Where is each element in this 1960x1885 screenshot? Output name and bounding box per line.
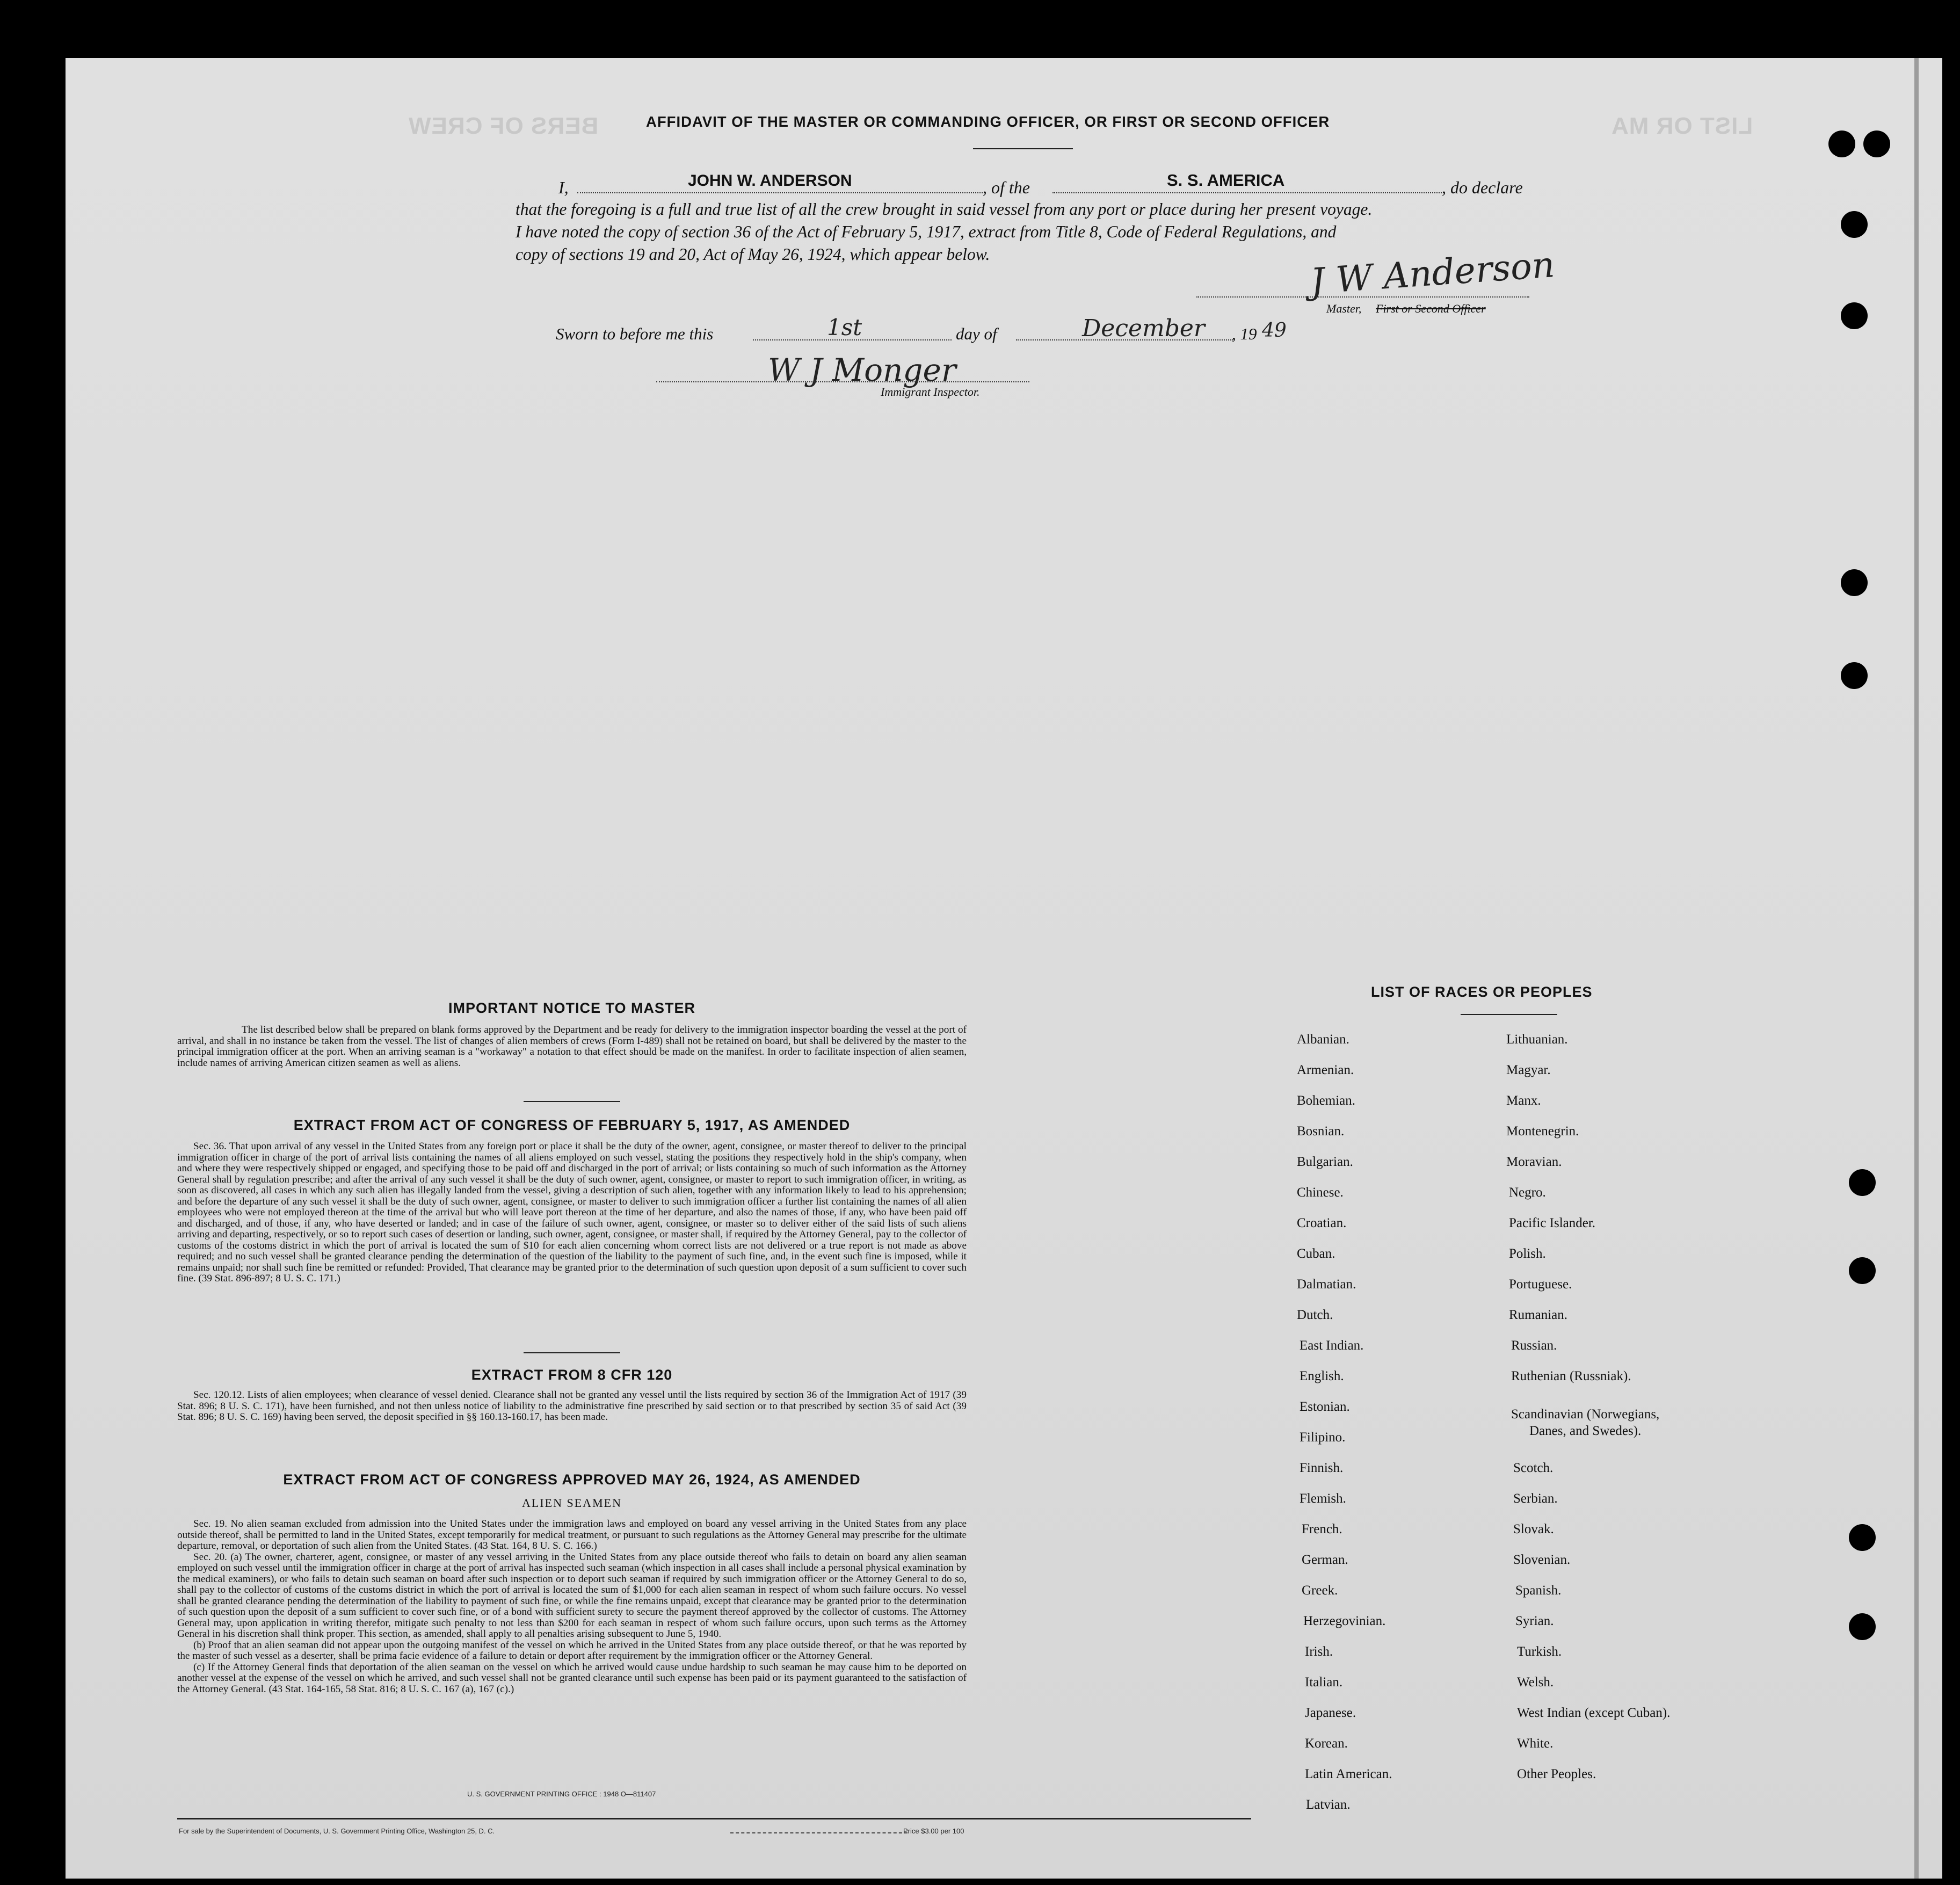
- sworn-label: Sworn to before me this: [556, 324, 714, 343]
- alien-seamen-subtitle: ALIEN SEAMEN: [522, 1496, 622, 1510]
- race-item: Turkish.: [1517, 1644, 1562, 1659]
- notice-text: The list described below shall be prepared on blank forms approved by the Department and be ready for delivery to the immigration inspector boarding the vessel at the port of arrival, and shall in no instance be taken from the vessel. The list of changes of alien members of crews (Form I-489) shall not be retained on board, but shall be delivered by the master to the principal immigration officer at the port. When an arriving seaman is a "workaway" a notation to that effect should be made on the manifest. In order to facilitate inspection of alien seamen, include names of arriving American citizen seamen as well as aliens.: [177, 1024, 967, 1069]
- race-item: Other Peoples.: [1517, 1767, 1596, 1781]
- race-item: Finnish.: [1300, 1461, 1344, 1475]
- race-item: Scotch.: [1513, 1461, 1554, 1475]
- cfr-title: EXTRACT FROM 8 CFR 120: [471, 1367, 673, 1383]
- races-title: LIST OF RACES OR PEOPLES: [1371, 984, 1593, 1000]
- name-fill-line: [577, 192, 983, 193]
- punch-hole: [1841, 302, 1868, 329]
- race-item: Armenian.: [1297, 1063, 1354, 1077]
- race-item: Croatian.: [1297, 1216, 1347, 1230]
- divider: [973, 148, 1073, 149]
- race-item: Estonian.: [1300, 1400, 1350, 1414]
- gpo-imprint: U. S. GOVERNMENT PRINTING OFFICE : 1948 O—811407: [467, 1790, 656, 1798]
- race-item: Flemish.: [1300, 1491, 1346, 1506]
- affidavit-body: copy of sections 19 and 20, Act of May 26, 1924, which appear below.: [516, 245, 990, 264]
- race-item: Bulgarian.: [1297, 1155, 1353, 1169]
- race-item: White.: [1517, 1736, 1554, 1751]
- race-item: Magyar.: [1506, 1063, 1551, 1077]
- race-item: German.: [1302, 1553, 1348, 1567]
- race-item: Danes, and Swedes).: [1529, 1424, 1642, 1438]
- sec20c-text: (c) If the Attorney General finds that deportation of the alien seaman on the vessel on which he arrived would cause undue hardship to such seaman he may cause him to be deported on another vessel at the expense of the vessel on which he arrived, and such vessel shall not be granted clearance until such expense has been paid or its payment guaranteed to the satisfaction of the Attorney General. (43 Stat. 164-165, 58 Stat. 816; 8 U. S. C. 167 (a), 167 (c).): [177, 1661, 967, 1695]
- race-item: Herzegovinian.: [1303, 1614, 1386, 1628]
- affidavit-body: I have noted the copy of section 36 of the Act of February 5, 1917, extract from Title 8, Code of Federal Regulations, and: [516, 222, 1337, 241]
- race-item: Lithuanian.: [1506, 1032, 1568, 1047]
- race-item: Italian.: [1305, 1675, 1343, 1690]
- race-item: East Indian.: [1300, 1338, 1364, 1353]
- race-item: Chinese.: [1297, 1185, 1344, 1200]
- inspector-signature: W J Monger: [768, 352, 956, 388]
- race-item: Scandinavian (Norwegians,: [1511, 1407, 1660, 1422]
- bleed-through-text: LIST OR MA: [1611, 113, 1753, 139]
- race-item: Korean.: [1305, 1736, 1348, 1751]
- sec19-text: Sec. 19. No alien seaman excluded from admission into the United States under the immigration laws and employed on board any vessel arriving in the United States from any place outside thereof, shall be permitted to land in the United States, except temporarily for medical treatment, or pursuant to such regulations as the Attorney General may prescribe for the ultimate departure, removal, or deportation of such alien from the United States. (43 Stat. 164, 8 U. S. C. 166.): [177, 1518, 967, 1552]
- race-item: Syrian.: [1515, 1614, 1554, 1628]
- cfr-text: Sec. 120.12. Lists of alien employees; when clearance of vessel denied. Clearance shall not be granted any vessel until the lists required by section 36 of the Immigration Act of 1917 (39 Stat. 896; 8 U. S. C. 171), have been furnished, and not then unless notice of liability to the administrative fine prescribed by said section or to that prescribed by section 35 of said Act (39 Stat. 896; 8 U. S. C. 169) having been served, the deposit specified in §§ 160.13-160.17, has been made.: [177, 1389, 967, 1423]
- punch-hole: [1841, 211, 1868, 238]
- bleed-through-text: BERS OF CREW: [408, 113, 599, 139]
- race-item: Latin American.: [1305, 1767, 1392, 1781]
- affidavit-i-label: I,: [558, 178, 569, 197]
- race-item: Ruthenian (Russniak).: [1511, 1369, 1631, 1383]
- race-item: Slovak.: [1513, 1522, 1554, 1536]
- race-item: Russian.: [1511, 1338, 1557, 1353]
- race-item: Moravian.: [1506, 1155, 1562, 1169]
- sworn-month: December: [1082, 315, 1205, 342]
- race-item: Cuban.: [1297, 1246, 1335, 1261]
- do-declare-label: , do declare: [1442, 178, 1523, 197]
- race-item: Portuguese.: [1509, 1277, 1572, 1292]
- race-item: Albanian.: [1297, 1032, 1349, 1047]
- of-the-label: , of the: [983, 178, 1030, 197]
- punch-hole: [1849, 1613, 1876, 1640]
- struck-officer-label: First or Second Officer: [1376, 302, 1486, 315]
- affidavit-title: AFFIDAVIT OF THE MASTER OR COMMANDING OFFICER, OR FIRST OR SECOND OFFICER: [646, 113, 1330, 130]
- punch-hole: [1828, 130, 1855, 157]
- year-prefix: , 19: [1232, 324, 1257, 343]
- race-item: Bohemian.: [1297, 1093, 1356, 1108]
- race-item: Polish.: [1509, 1246, 1546, 1261]
- inspector-signature-line: [656, 381, 1029, 382]
- race-item: Dalmatian.: [1297, 1277, 1356, 1292]
- sec20b-text: (b) Proof that an alien seaman did not appear upon the outgoing manifest of the vessel on which he arrived in the United States from any place outside thereof, or that he was reported by the master of such vessel as a deserter, shall be prima facie evidence of a failure to detain or deport after requirement by the immigration officer or the Attorney General.: [177, 1639, 967, 1662]
- race-item: Bosnian.: [1297, 1124, 1345, 1139]
- race-item: Greek.: [1302, 1583, 1338, 1598]
- race-item: Japanese.: [1305, 1706, 1356, 1720]
- sworn-day: 1st: [827, 314, 862, 340]
- race-item: French.: [1302, 1522, 1342, 1536]
- extract-1917-text: Sec. 36. That upon arrival of any vessel in the United States from any foreign port or place it shall be the duty of the owner, agent, consignee, or master thereof to deliver to the principal immigration officer in charge of the port of arrival lists containing the names of all aliens employed on such vessel, stating the positions they respectively hold in the ship's company, when and where they were respectively shipped or engaged, and specifying those to be paid off and discharged in the port of arrival; or lists containing so much of such information as the Attorney General shall by regulation prescribe; and after the arrival of any such vessel it shall be the duty of such owner, agent, consignee, or master to report to such immigration officer, in writing, as soon as discovered, all cases in which any such alien has illegally landed from the vessel, giving a description of such alien, together with any information likely to lead to his apprehension; and before the departure of any such vessel it shall be the duty of such owner, agent, consignee, or master to deliver to such immigration officer a further list containing the names of all alien employees who were not employed thereon at the time of the arrival but who will leave port thereon at the time of her departure, and also the names of those, if any, who have been paid off and discharged, and of those, if any, who have deserted or landed; and in case of the failure of such owner, agent, consignee, or master so to deliver either of the said lists of such aliens arriving and departing, respectively, or so to report such cases of desertion or landing, such owner, agent, consignee, or master shall, if required by the Attorney General, pay to the collector of customs of the costoms district in which the port of arrival is located the sum of $10 for each alien concerning whom correct lists are not delivered or a true report is not made as above required; and no such vessel shall be granted clearance pending the determination of the question of the liability to the payment of such fine, and, in the event such fine is imposed, while it remains unpaid; nor shall such fine be remitted or refunded: Provided, That clearance may be granted prior to the determination of such question upon deposit of a sum sufficient to cover such fine. (39 Stat. 896-897; 8 U. S. C. 171.): [177, 1141, 967, 1284]
- race-item: Irish.: [1305, 1644, 1333, 1659]
- master-label: Master,: [1326, 302, 1362, 315]
- inspector-label: Immigrant Inspector.: [881, 385, 980, 398]
- vessel-fill-line: [1052, 192, 1442, 193]
- sworn-year: 49: [1262, 320, 1287, 342]
- race-item: Dutch.: [1297, 1308, 1333, 1322]
- race-item: Pacific Islander.: [1509, 1216, 1596, 1230]
- punch-hole: [1841, 569, 1868, 596]
- extract-1924-title: EXTRACT FROM ACT OF CONGRESS APPROVED MAY 26, 1924, AS AMENDED: [283, 1471, 861, 1488]
- footer-sale-text: For sale by the Superintendent of Documents, U. S. Government Printing Office, Washington 25, D. C.: [179, 1827, 495, 1835]
- signature-line: [1196, 296, 1529, 298]
- vessel-name: S. S. AMERICA: [1167, 171, 1285, 190]
- race-item: Filipino.: [1300, 1430, 1346, 1445]
- race-item: West Indian (except Cuban).: [1517, 1706, 1671, 1720]
- affidavit-body: that the foregoing is a full and true list of all the crew brought in said vessel from any port or place during her present voyage.: [516, 200, 1373, 219]
- punch-hole: [1863, 130, 1890, 157]
- race-item: Montenegrin.: [1506, 1124, 1579, 1139]
- race-item: Spanish.: [1515, 1583, 1562, 1598]
- punch-hole: [1849, 1524, 1876, 1551]
- race-item: Serbian.: [1513, 1491, 1558, 1506]
- race-item: Manx.: [1506, 1093, 1541, 1108]
- race-item: Rumanian.: [1509, 1308, 1568, 1322]
- day-of-label: day of: [956, 324, 997, 343]
- divider: [524, 1101, 620, 1102]
- master-name: JOHN W. ANDERSON: [688, 172, 852, 190]
- footer-rule: [177, 1818, 1251, 1819]
- race-item: Welsh.: [1517, 1675, 1554, 1690]
- race-item: Negro.: [1509, 1185, 1546, 1200]
- race-item: Slovenian.: [1513, 1553, 1571, 1567]
- divider: [524, 1352, 620, 1353]
- punch-hole: [1849, 1169, 1876, 1196]
- race-item: Latvian.: [1306, 1797, 1351, 1812]
- punch-hole: [1849, 1257, 1876, 1284]
- footer-price: Price $3.00 per 100: [903, 1827, 964, 1835]
- race-item: English.: [1300, 1369, 1344, 1383]
- extract-1917-title: EXTRACT FROM ACT OF CONGRESS OF FEBRUARY 5, 1917, AS AMENDED: [293, 1117, 851, 1133]
- master-signature: J W Anderson: [1309, 244, 1556, 302]
- punch-hole: [1841, 662, 1868, 689]
- notice-title: IMPORTANT NOTICE TO MASTER: [448, 1000, 695, 1016]
- sec20a-text: Sec. 20. (a) The owner, charterer, agent, consignee, or master of any vessel arriving in the United States from any place outside thereof who fails to detain on board any alien seaman employed on such vessel until the immigration officer in charge at the port of arrival has inspected such seaman (which inspection in all cases shall include a personal physical examination by the medical examiners), or who fails to detain such seaman on board after such inspection or to deport such seaman if required by such immigration officer or the Attorney General to do so, shall pay to the collector of customs of the customs district in which the port of arrival is located the sum of $1,000 for each alien seaman in respect of whom such failure occurs. No vessel shall be granted clearance pending the determination of the liability to payment of such fine, or while the fine remains unpaid, except that clearance may be granted prior to the determination of such question upon the deposit of a sum sufficient to cover such fine, or of a bond with sufficient surety to secure the payment thereof approved by the collector of customs. The Attorney General may, upon application in writing therefor, mitigate such penalty to not less than $200 for each seaman in respect of whom such failure occurs, upon such terms as the Attorney General in his discretion shall think proper. This section, as amended, shall apply to all penalties arising subsequent to June 5, 1940.: [177, 1551, 967, 1640]
- divider: [1461, 1014, 1557, 1015]
- page-edge-line: [1914, 58, 1919, 1879]
